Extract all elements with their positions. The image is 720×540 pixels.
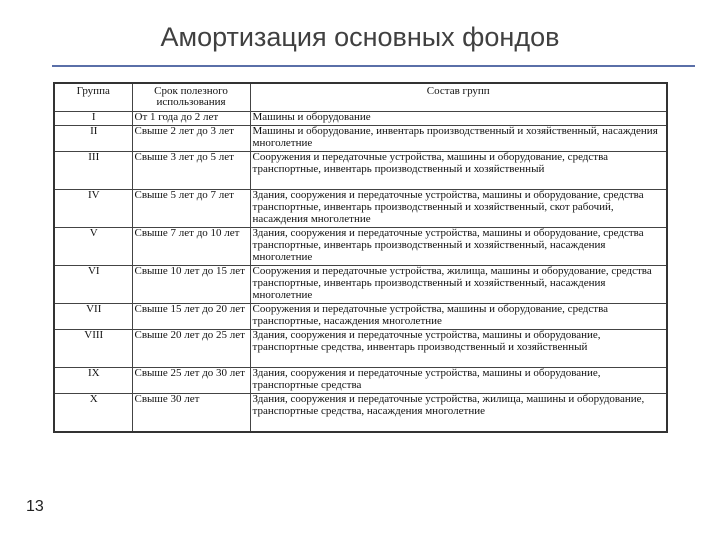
table-header-row [54,83,667,112]
title-underline [52,65,695,67]
table-row [54,304,667,330]
depreciation-groups-table [53,82,668,433]
table-row [54,368,667,394]
composition-cell: Здания, сооружения и передаточные устройства, жилища, машины и оборудование, транспортные средства, насаждения многолетние [250,394,667,433]
table-row [54,112,667,126]
table-row [54,228,667,266]
term-cell: Свыше 7 лет до 10 лет [132,228,250,266]
group-cell: II [54,126,132,152]
composition-cell: Сооружения и передаточные устройства, машины и оборудование, средства транспортные, насаждения многолетние [250,304,667,330]
composition-cell: Здания, сооружения и передаточные устройства, машины и оборудование, средства транспортные, инвентарь производственный и хозяйственный, скот рабочий, насаждения многолетние [250,190,667,228]
composition-cell: Здания, сооружения и передаточные устройства, машины и оборудование, средства транспортные, инвентарь производственный и хозяйственный, насаждения многолетние [250,228,667,266]
term-cell: Свыше 20 лет до 25 лет [132,330,250,368]
term-cell: От 1 года до 2 лет [132,112,250,126]
composition-cell: Здания, сооружения и передаточные устройства, машины и оборудование, транспортные средства, инвентарь производственный и хозяйственный [250,330,667,368]
group-cell: IX [54,368,132,394]
term-cell: Свыше 3 лет до 5 лет [132,152,250,190]
composition-cell: Сооружения и передаточные устройства, жилища, машины и оборудование, средства транспортные, инвентарь производственный и хозяйственный, насаждения многолетние [250,266,667,304]
composition-cell: Здания, сооружения и передаточные устройства, машины и оборудование, транспортные средства [250,368,667,394]
term-cell: Свыше 2 лет до 3 лет [132,126,250,152]
composition-cell: Сооружения и передаточные устройства, машины и оборудование, средства транспортные, инвентарь производственный и хозяйственный [250,152,667,190]
group-cell: III [54,152,132,190]
table-row [54,126,667,152]
header-term: Срок полезного использования [132,83,250,112]
table-row [54,266,667,304]
composition-cell: Машины и оборудование [250,112,667,126]
table-row [54,330,667,368]
group-cell: X [54,394,132,433]
term-cell: Свыше 5 лет до 7 лет [132,190,250,228]
depreciation-table-container [53,82,666,433]
group-cell: VIII [54,330,132,368]
header-group: Группа [54,83,132,112]
table-row [54,190,667,228]
group-cell: VI [54,266,132,304]
term-cell: Свыше 15 лет до 20 лет [132,304,250,330]
term-cell: Свыше 30 лет [132,394,250,433]
slide-title: Амортизация основных фондов [160,22,560,52]
table-row [54,394,667,433]
group-cell: V [54,228,132,266]
header-composition: Состав групп [250,83,667,112]
composition-cell: Машины и оборудование, инвентарь производственный и хозяйственный, насаждения многолетние [250,126,667,152]
slide-number: 13 [26,498,44,515]
table-row [54,152,667,190]
group-cell: I [54,112,132,126]
group-cell: IV [54,190,132,228]
term-cell: Свыше 10 лет до 15 лет [132,266,250,304]
group-cell: VII [54,304,132,330]
term-cell: Свыше 25 лет до 30 лет [132,368,250,394]
